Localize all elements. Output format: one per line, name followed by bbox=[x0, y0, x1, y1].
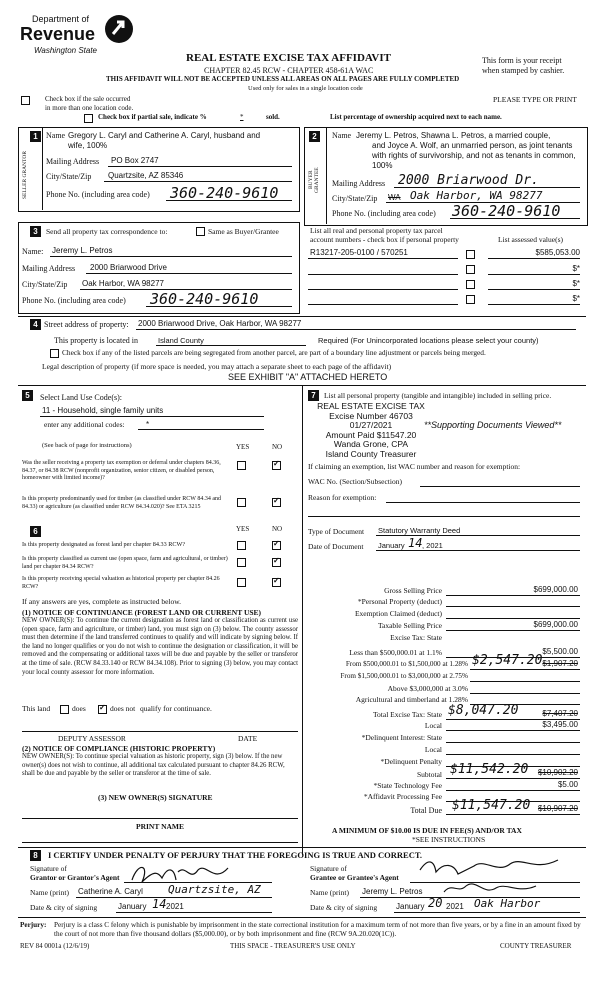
wac-label: WAC No. (Section/Subsection) bbox=[308, 477, 402, 486]
tier3-label: From $1,500,000.01 to $3,000,000 at 2.75% bbox=[340, 672, 468, 680]
s5-q1-no-checkbox[interactable] bbox=[272, 461, 281, 470]
grantee-signature[interactable] bbox=[414, 852, 564, 882]
please-type: PLEASE TYPE OR PRINT bbox=[493, 95, 577, 104]
gross-value[interactable]: $699,000.00 bbox=[533, 585, 578, 594]
s6-no-header: NO bbox=[272, 525, 283, 533]
notice-2-title: (2) NOTICE OF COMPLIANCE (HISTORIC PROPERTY) bbox=[22, 744, 216, 753]
treasurer-use-only: THIS SPACE - TREASURER'S USE ONLY bbox=[230, 942, 356, 950]
buyer-mailing[interactable]: 2000 Briarwood Dr. bbox=[398, 173, 539, 188]
parcel-1-personal-checkbox[interactable] bbox=[466, 250, 475, 259]
grantee-sig-label-2: Grantee or Grantee's Agent bbox=[310, 873, 399, 882]
exemption-label: If claiming an exemption, list WAC number and reason for exemption: bbox=[308, 462, 521, 471]
county-treasurer: COUNTY TREASURER bbox=[500, 942, 572, 950]
see-instructions-note: *SEE INSTRUCTIONS bbox=[412, 835, 486, 844]
land-use-label: Select Land Use Code(s): bbox=[40, 393, 122, 402]
partial-sale-pct[interactable]: * bbox=[240, 113, 244, 121]
total-due-label: Total Due bbox=[410, 806, 442, 815]
s6-q2-no-checkbox[interactable] bbox=[272, 558, 281, 567]
ownership-pct-note: List percentage of ownership acquired next to each name. bbox=[330, 113, 502, 121]
doc-date-label: Date of Document bbox=[308, 542, 364, 551]
assessed-value-3[interactable]: $* bbox=[572, 279, 580, 288]
same-as-buyer-checkbox[interactable] bbox=[196, 227, 205, 236]
corr-mailing-label: Mailing Address bbox=[22, 264, 76, 273]
excise-state-label: Excise Tax: State bbox=[390, 633, 442, 642]
grantor-sig-label-2: Grantor or Grantor's Agent bbox=[30, 873, 120, 882]
certify-statement: I CERTIFY UNDER PENALTY OF PERJURY THAT THE FOREGOING IS TRUE AND CORRECT. bbox=[48, 850, 423, 860]
corr-phone[interactable]: 360-240-9610 bbox=[150, 290, 259, 308]
total-excise-struck: $7,407.20 bbox=[542, 709, 578, 718]
taxable-value[interactable]: $699,000.00 bbox=[533, 620, 578, 629]
section-1-number: 1 bbox=[30, 131, 41, 142]
segregated-checkbox[interactable] bbox=[50, 349, 59, 358]
does-label: does bbox=[72, 704, 86, 713]
s6-question-3: Is this property receiving special valuation as historical property per chapter 84.26 RCW? bbox=[22, 576, 220, 590]
tier2-handwritten[interactable]: $2,547.20 bbox=[472, 653, 543, 668]
grantee-sig-label-1: Signature of bbox=[310, 864, 347, 873]
grantor-name-label: Name (print) bbox=[30, 888, 69, 897]
buyer-name-4[interactable]: 100% bbox=[372, 161, 393, 170]
s6-q2-yes-checkbox[interactable] bbox=[237, 558, 246, 567]
section-7-number: 7 bbox=[308, 390, 319, 401]
grantor-sig-label-1: Signature of bbox=[30, 864, 67, 873]
subtotal-struck: $10,902.20 bbox=[537, 768, 578, 777]
assessed-value-1[interactable]: $585,053.00 bbox=[535, 248, 580, 257]
qualify-label: qualify for continuance. bbox=[140, 704, 212, 713]
parcel-number-1[interactable]: R13217-205-0100 / 570251 bbox=[310, 248, 408, 257]
seller-name-2[interactable]: wife, 100% bbox=[68, 141, 108, 150]
notice-2-text: NEW OWNER(S): To continue special valuation as historic property, sign (3) below. If the new owner(s) does not wish to continue, all additional tax calculated pursuant to chapter 84.26 RCW, shall be due and payable by the seller or transferor at the time of sale. bbox=[22, 753, 285, 778]
section-6-number: 6 bbox=[30, 526, 41, 537]
partial-sale-end: sold. bbox=[266, 113, 280, 121]
s6-yes-header: YES bbox=[236, 525, 250, 533]
s5-q2-no-checkbox[interactable] bbox=[272, 498, 281, 507]
section-8-number: 8 bbox=[30, 850, 41, 861]
assessed-value-2[interactable]: $* bbox=[572, 264, 580, 273]
agri-label: Agricultural and timberland at 1.28% bbox=[355, 695, 468, 704]
supporting-documents-note: **Supporting Documents Viewed** bbox=[424, 420, 562, 430]
s5-question-2: Is this property predominantly used for timber (as classified under RCW 84.34 and 84.33) or agriculture (as classified under RCW 84.34.020)? See ETA 3215 bbox=[22, 496, 222, 510]
buyer-side-label: BUYER GRANTEE bbox=[308, 167, 320, 193]
tier1-label: Less than $500,000.01 at 1.1% bbox=[349, 648, 442, 657]
parcel-header-2: account numbers - check box if personal property bbox=[310, 235, 459, 244]
grantee-city-handwritten[interactable]: Oak Harbor bbox=[474, 897, 541, 910]
grantee-signature-2 bbox=[440, 880, 540, 898]
tier2-label: From $500,000.01 to $1,500,000 at 1.28% bbox=[345, 660, 468, 668]
stamp-line-6: Island County Treasurer bbox=[325, 448, 417, 459]
parcel-2-personal-checkbox[interactable] bbox=[466, 265, 475, 274]
corr-name-label: Name: bbox=[22, 247, 44, 256]
form-warning: THIS AFFIDAVIT WILL NOT BE ACCEPTED UNLESS ALL AREAS ON ALL PAGES ARE FULLY COMPLETED bbox=[106, 75, 460, 83]
located-in-label: This property is located in bbox=[54, 336, 138, 345]
buyer-name-1[interactable]: Jeremy L. Petros, Shawna L. Petros, a married couple, bbox=[356, 131, 551, 140]
tech-fee-label: *State Technology Fee bbox=[373, 781, 442, 790]
grantee-date-day[interactable]: 20 bbox=[428, 896, 443, 910]
total-due-struck: $10,907.20 bbox=[537, 804, 578, 813]
s5-q2-yes-checkbox[interactable] bbox=[237, 498, 246, 507]
subtotal-handwritten[interactable]: $11,542.20 bbox=[450, 762, 529, 777]
seller-mailing[interactable]: PO Box 2747 bbox=[111, 156, 159, 165]
section-3-number: 3 bbox=[30, 226, 41, 237]
assessed-header: List assessed value(s) bbox=[498, 235, 563, 244]
local-label: Local bbox=[424, 721, 442, 730]
seller-city[interactable]: Quartzsite, AZ 85346 bbox=[108, 171, 184, 180]
seller-mailing-label: Mailing Address bbox=[46, 157, 100, 166]
same-as-buyer-label: Same as Buyer/Grantee bbox=[208, 227, 279, 236]
deputy-assessor-label: DEPUTY ASSESSOR bbox=[58, 734, 126, 743]
buyer-mailing-label: Mailing Address bbox=[332, 179, 386, 188]
required-note: Required (For Unincorporated locations please select your county) bbox=[318, 336, 539, 345]
s5-q1-yes-checkbox[interactable] bbox=[237, 461, 246, 470]
delinquent-penalty-label: *Delinquent Penalty bbox=[380, 757, 442, 766]
county[interactable]: Island County bbox=[158, 336, 204, 345]
gross-label: Gross Selling Price bbox=[384, 586, 442, 595]
seller-city-label: City/State/Zip bbox=[46, 172, 92, 181]
buyer-city-struck: WA bbox=[388, 193, 401, 202]
grantor-date-day[interactable]: 14 bbox=[152, 897, 167, 911]
tier2-struck: $1,907.20 bbox=[542, 659, 578, 668]
s5-yes-header: YES bbox=[236, 443, 250, 451]
parcel-header-1: List all real and personal property tax parcel bbox=[310, 226, 443, 235]
corr-phone-label: Phone No. (including area code) bbox=[22, 296, 126, 305]
deputy-date-label: DATE bbox=[238, 734, 258, 743]
stamp-line-5: Wanda Grone, CPA bbox=[333, 439, 409, 449]
multi-location-label-1: Check box if the sale occurred bbox=[45, 95, 131, 103]
receipt-note-2: when stamped by cashier. bbox=[482, 66, 565, 75]
dept-line1: Department of bbox=[32, 14, 90, 24]
notice-1-title: (1) NOTICE OF CONTINUANCE (FOREST LAND OR CURRENT USE) bbox=[22, 608, 262, 617]
does-not-label: does not bbox=[110, 704, 136, 713]
partial-sale-checkbox[interactable] bbox=[84, 114, 93, 123]
grantor-date-month[interactable]: January bbox=[118, 902, 147, 911]
buyer-city[interactable]: Oak Harbor, WA 98277 bbox=[410, 189, 543, 202]
tier1-value[interactable]: $5,500.00 bbox=[542, 647, 578, 656]
seller-side-label: SELLER GRANTOR bbox=[22, 150, 28, 200]
stamp-line-2: Excise Number 46703 bbox=[329, 410, 413, 421]
buyer-name-3[interactable]: with rights of survivorship, and not as tenants in common, bbox=[372, 151, 576, 160]
form-title: REAL ESTATE EXCISE TAX AFFIDAVIT bbox=[186, 52, 391, 64]
single-location-note: Used only for sales in a single location code bbox=[248, 85, 363, 92]
grantee-date-label: Date & city of signing bbox=[310, 903, 378, 912]
grantor-name[interactable]: Catherine A. Caryl bbox=[78, 887, 143, 896]
grantee-date-month[interactable]: January bbox=[396, 902, 425, 911]
dor-emblem-icon bbox=[104, 12, 134, 46]
delinquent-interest-label: *Delinquent Interest: State bbox=[361, 733, 442, 742]
new-owner-signature-title: (3) NEW OWNER(S) SIGNATURE bbox=[98, 793, 213, 802]
form-number: REV 84 0001a (12/6/19) bbox=[20, 942, 90, 950]
this-land-label: This land bbox=[22, 704, 51, 713]
legal-desc-label: Legal description of property (if more space is needed, you may attach a separate sheet to each page of the affidavit) bbox=[42, 362, 392, 371]
total-due-handwritten[interactable]: $11,547.20 bbox=[452, 798, 531, 813]
stamp-line-3: 01/27/2021 bbox=[349, 420, 393, 430]
exemption-claimed-label: Exemption Claimed (deduct) bbox=[354, 609, 442, 618]
segregated-note: Check box if any of the listed parcels are being segregated from another parcel, are part of a boundary line adjustment or parcels being merged. bbox=[62, 348, 486, 357]
doc-date-month[interactable]: January bbox=[378, 541, 405, 550]
taxable-label: Taxable Selling Price bbox=[377, 621, 442, 630]
stamp-line-4: Amount Paid $11547.20 bbox=[325, 429, 417, 440]
s6-q1-no-checkbox[interactable] bbox=[272, 541, 281, 550]
send-correspondence-label: Send all property tax correspondence to: bbox=[46, 227, 168, 236]
dept-line3: Washington State bbox=[34, 46, 98, 55]
s6-if-yes: If any answers are yes, complete as instructed below. bbox=[22, 597, 182, 606]
dept-line2: Revenue bbox=[20, 24, 96, 44]
s5-no-header: NO bbox=[272, 443, 283, 451]
buyer-phone[interactable]: 360-240-9610 bbox=[452, 202, 561, 220]
does-not-checkbox[interactable] bbox=[98, 705, 107, 714]
stamp-line-1: REAL ESTATE EXCISE TAX bbox=[317, 401, 425, 411]
s6-q3-yes-checkbox[interactable] bbox=[237, 578, 246, 587]
buyer-city-label: City/State/Zip bbox=[332, 194, 378, 203]
local-value[interactable]: $3,495.00 bbox=[542, 720, 578, 729]
see-back-note: (See back of page for instructions) bbox=[42, 442, 132, 449]
corr-city-label: City/State/Zip bbox=[22, 280, 68, 289]
exhibit-reference[interactable]: SEE EXHIBIT "A" ATTACHED HERETO bbox=[228, 372, 388, 382]
dor-logo bbox=[18, 10, 138, 70]
personal-property-label: List all personal property (tangible and intangible) included in selling price. bbox=[324, 391, 552, 400]
assessed-value-4[interactable]: $* bbox=[572, 294, 580, 303]
multi-location-checkbox[interactable] bbox=[21, 96, 30, 105]
local-2-label: Local bbox=[424, 745, 442, 754]
parcel-3-personal-checkbox[interactable] bbox=[466, 280, 475, 289]
street-label: Street address of property: bbox=[44, 320, 129, 329]
s6-question-1: Is this property designated as forest land per chapter 84.33 RCW? bbox=[22, 541, 186, 548]
grantor-date-label: Date & city of signing bbox=[30, 903, 98, 912]
grantee-date-year[interactable]: 2021 bbox=[446, 902, 464, 911]
grantor-city-handwritten[interactable]: Quartzsite, AZ bbox=[168, 883, 261, 896]
grantee-name[interactable]: Jeremy L. Petros bbox=[362, 887, 423, 896]
doc-type-label: Type of Document bbox=[308, 527, 365, 536]
notice-1-text: NEW OWNER(S): To continue the current designation as forest land or classification as current use (open space, farm and agriculture, or timber) land, you must sign on (3) below. The county assessor must then determine if the land transferred continues to qualify and will indicate by signing below. If the land no longer qualifies or you do not wish to continue the designation or classification, it will be removed and the compensating or additional taxes will be due and payable by the seller or transferor at the time of sale. (RCW 84.33.140 or RCW 84.34.108). Prior to signing (3) below, you may contact your local county assessor for more information. bbox=[22, 617, 298, 676]
total-excise-handwritten[interactable]: $8,047.20 bbox=[448, 703, 519, 718]
partial-sale-label: Check box if partial sale, indicate % bbox=[98, 113, 207, 121]
seller-name[interactable]: Gregory L. Caryl and Catherine A. Caryl, husband and bbox=[68, 131, 261, 140]
seller-phone-label: Phone No. (including area code) bbox=[46, 190, 150, 199]
tech-fee-value[interactable]: $5.00 bbox=[557, 780, 578, 789]
corr-city[interactable]: Oak Harbor, WA 98277 bbox=[82, 279, 164, 288]
additional-codes[interactable]: * bbox=[146, 420, 150, 429]
seller-name-label: Name bbox=[46, 131, 66, 140]
grantee-name-label: Name (print) bbox=[310, 888, 349, 897]
personal-property-deduct-label: *Personal Property (deduct) bbox=[357, 597, 442, 606]
section-2-number: 2 bbox=[309, 131, 320, 142]
total-excise-label: Total Excise Tax: State bbox=[372, 710, 442, 719]
buyer-name-label: Name bbox=[332, 131, 352, 140]
tier4-label: Above $3,000,000 at 3.0% bbox=[387, 684, 468, 693]
doc-type[interactable]: Statutory Warranty Deed bbox=[378, 526, 461, 535]
reason-label: Reason for exemption: bbox=[308, 493, 377, 502]
print-name-label: PRINT NAME bbox=[136, 822, 184, 831]
receipt-note-1: This form is your receipt bbox=[482, 56, 562, 65]
parcel-4-personal-checkbox[interactable] bbox=[466, 295, 475, 304]
doc-date-day[interactable]: 14 bbox=[408, 536, 423, 550]
perjury-label: Perjury: bbox=[20, 921, 47, 929]
section-5-number: 5 bbox=[22, 390, 33, 401]
s5-question-1: Was the seller receiving a property tax exemption or deferral under chapters 84.36, 84.37, or 84.38 RCW (nonprofit organization, senior citizen, or disabled person, homeowner with limited income)? bbox=[22, 460, 221, 481]
grantor-date-year[interactable]: 2021 bbox=[166, 902, 184, 911]
buyer-name-2[interactable]: and Joyce A. Wolf, an unmarried person, as joint tenants bbox=[372, 141, 573, 150]
s6-q1-yes-checkbox[interactable] bbox=[237, 541, 246, 550]
corr-name[interactable]: Jeremy L. Petros bbox=[52, 246, 113, 255]
affidavit-fee-label: *Affidavit Processing Fee bbox=[363, 792, 442, 801]
s6-q3-no-checkbox[interactable] bbox=[272, 578, 281, 587]
corr-mailing[interactable]: 2000 Briarwood Drive bbox=[90, 263, 167, 272]
minimum-due-note: A MINIMUM OF $10.00 IS DUE IN FEE(S) AND/OR TAX bbox=[332, 826, 522, 835]
buyer-phone-label: Phone No. (including area code) bbox=[332, 209, 436, 218]
subtotal-label: Subtotal bbox=[416, 770, 442, 779]
multi-location-label-2: in more than one location code. bbox=[45, 104, 134, 112]
land-use-code[interactable]: 11 - Household, single family units bbox=[42, 406, 164, 415]
seller-phone[interactable]: 360-240-9610 bbox=[170, 184, 279, 202]
excise-stamp bbox=[316, 402, 426, 459]
s6-question-2: Is this property classified as current use (open space, farm and agricultural, or timber) land per chapter 84.34 RCW? bbox=[22, 556, 228, 570]
section-4-number: 4 bbox=[30, 319, 41, 330]
doc-date-year[interactable]: , 2021 bbox=[422, 541, 443, 550]
additional-codes-label: enter any additional codes: bbox=[44, 420, 125, 429]
form-chapter: CHAPTER 82.45 RCW - CHAPTER 458-61A WAC bbox=[204, 66, 374, 75]
street-address[interactable]: 2000 Briarwood Drive, Oak Harbor, WA 98277 bbox=[138, 319, 302, 328]
does-checkbox[interactable] bbox=[60, 705, 69, 714]
perjury-text: Perjury is a class C felony which is punishable by imprisonment in the state correctional institution for a maximum term of not more than five years, or by a fine in an amount fixed by the court of not more than five thousand dollars ($5,000.00), or by both imprisonment and fine (RCW 9A.20.020(1C)). bbox=[54, 921, 581, 938]
